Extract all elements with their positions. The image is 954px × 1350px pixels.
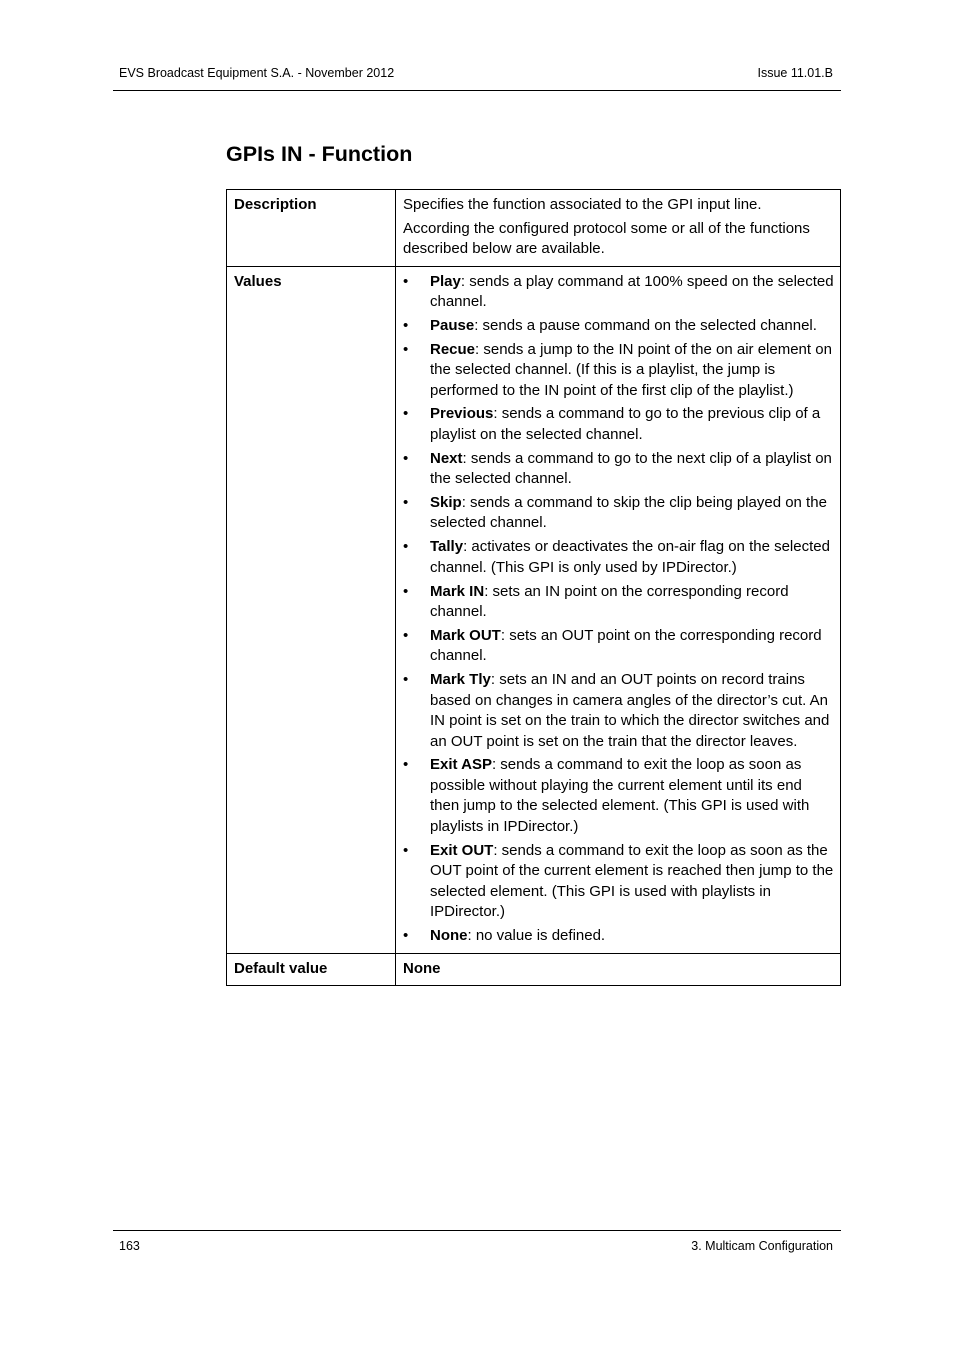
- description-paragraph: Specifies the function associated to the GPI input line.: [403, 196, 762, 213]
- list-item: [403, 404, 834, 445]
- page-footer: [113, 1230, 841, 1253]
- list-item: [403, 926, 834, 947]
- list-item: [403, 841, 834, 923]
- value-term: Mark IN: [430, 582, 485, 600]
- value-term: Mark OUT: [430, 626, 501, 644]
- value-text: : sends a play command at 100% speed on the selected channel.: [430, 272, 834, 310]
- values-label: Values: [227, 266, 396, 953]
- value-text: : sends a command to go to the previous clip of a playlist on the selected channel.: [430, 405, 821, 443]
- value-text: : sends a command to go to the next clip of a playlist on the selected channel.: [430, 449, 832, 488]
- value-term: Play: [430, 272, 461, 290]
- bullet-icon: •: [403, 582, 409, 600]
- list-item: [403, 670, 834, 752]
- value-text: : activates or deactivates the on-air flag on the selected channel. (This GPI is only used by IPDirector.): [430, 538, 830, 576]
- list-item: [403, 755, 834, 837]
- parameter-table: [226, 189, 841, 986]
- list-item: [403, 493, 834, 534]
- bullet-icon: •: [403, 316, 409, 334]
- list-item: [403, 340, 834, 402]
- values-row: [227, 266, 841, 953]
- value-text: : sets an IN point on the corresponding record channel.: [430, 582, 789, 621]
- bullet-icon: •: [403, 626, 409, 644]
- header-publisher: EVS Broadcast Equipment S.A. - November 2012: [119, 66, 395, 80]
- value-text: : sets an IN and an OUT points on record trains based on changes in camera angles of the director’s cut. An IN point is set on the train to which the director switches and an OUT point is set on the train that the director leaves.: [430, 671, 830, 750]
- value-term: None: [430, 927, 468, 945]
- list-item: [403, 316, 834, 337]
- description-row: [227, 190, 841, 267]
- default-value-row: [227, 953, 841, 986]
- bullet-icon: •: [403, 927, 409, 945]
- default-value: None: [396, 953, 841, 986]
- value-text: : sends a command to exit the loop as soon as possible without playing the current element until its end then jump to the selected element. (This GPI is used with playlists in IPDirector.): [430, 756, 810, 835]
- list-item: [403, 626, 834, 667]
- bullet-icon: •: [403, 538, 409, 556]
- list-item: [403, 582, 834, 623]
- value-term: Pause: [430, 316, 475, 334]
- chapter-name: 3. Multicam Configuration: [691, 1239, 833, 1253]
- value-text: : sends a command to skip the clip being played on the selected channel.: [430, 493, 827, 532]
- bullet-icon: •: [403, 756, 409, 774]
- list-item: [403, 537, 834, 578]
- value-text: : no value is defined.: [467, 927, 606, 945]
- value-term: Exit OUT: [430, 841, 494, 859]
- default-value-label: Default value: [227, 953, 396, 986]
- list-item: [403, 449, 834, 490]
- value-text: : sends a command to exit the loop as soon as the OUT point of the current element is reached then jump to the selected element. (This GPI is used with playlists in IPDirector.): [430, 841, 834, 921]
- value-term: Tally: [430, 538, 464, 556]
- description-paragraph: According the configured protocol some or all of the functions described below are available.: [403, 219, 810, 257]
- value-term: Recue: [430, 340, 476, 358]
- value-text: : sets an OUT point on the corresponding record channel.: [430, 626, 822, 665]
- bullet-icon: •: [403, 272, 409, 290]
- page-number: 163: [119, 1239, 140, 1253]
- bullet-icon: •: [403, 671, 409, 689]
- value-term: Skip: [430, 493, 462, 511]
- bullet-icon: •: [403, 340, 409, 358]
- description-label: Description: [227, 190, 396, 267]
- section-title: GPIs IN - Function: [226, 142, 413, 166]
- value-text: : sends a jump to the IN point of the on air element on the selected channel. (If this is a playlist, the jump is performed to the IN point of the first clip of the playlist.): [430, 340, 832, 399]
- value-term: Next: [430, 449, 463, 467]
- description-content: [396, 190, 841, 267]
- value-term: Mark Tly: [430, 671, 491, 689]
- list-item: [403, 272, 834, 313]
- bullet-icon: •: [403, 841, 409, 859]
- bullet-icon: •: [403, 449, 409, 467]
- value-text: : sends a pause command on the selected channel.: [474, 316, 817, 334]
- value-term: Previous: [430, 405, 494, 423]
- header-issue: Issue 11.01.B: [757, 66, 833, 80]
- values-list: [403, 272, 834, 947]
- values-content: [396, 266, 841, 953]
- value-term: Exit ASP: [430, 756, 492, 774]
- bullet-icon: •: [403, 493, 409, 511]
- page-header: [113, 66, 841, 91]
- bullet-icon: •: [403, 405, 409, 423]
